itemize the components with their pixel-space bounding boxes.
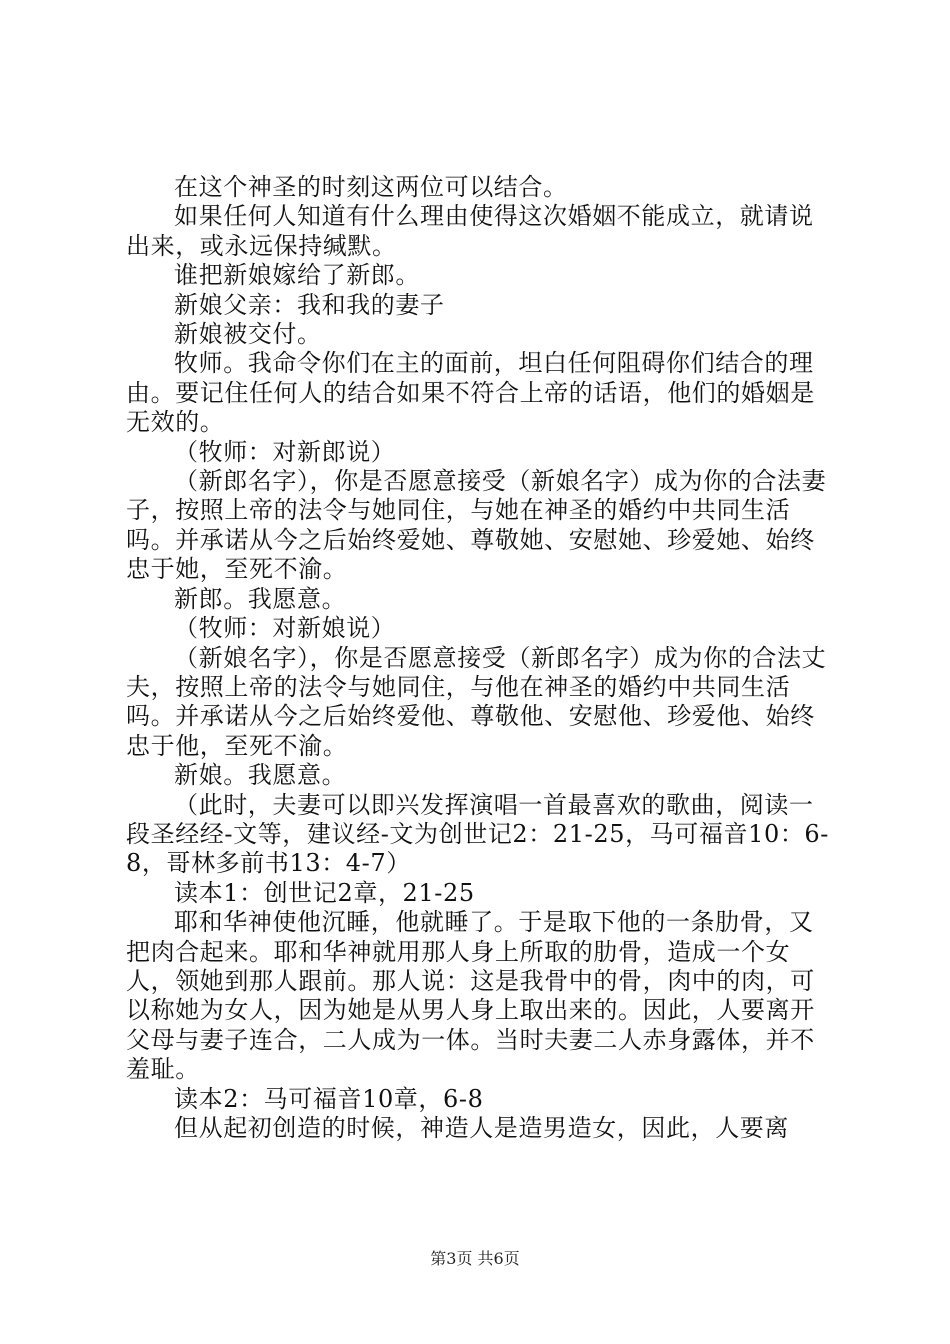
paragraph: 读本2：马可福音10章，6-8 — [174, 1084, 484, 1113]
paragraph: 新郎。我愿意。 — [174, 584, 347, 613]
paragraph: 新娘被交付。 — [174, 320, 322, 349]
paragraph: 在这个神圣的时刻这两位可以结合。 — [174, 173, 568, 201]
paragraph: （新娘名字），你是否愿意接受（新郎名字）成为你的合法丈夫，按照上帝的法令与她同住，与他在神圣的婚约中共同生活吗。并承诺从今之后始终爱他、尊敬他、安慰他、珍爱他、始终忠于他，至死不渝。 — [126, 643, 827, 760]
paragraph: 读本1：创世记2章，21-25 — [174, 878, 475, 907]
paragraph: 牧师。我命令你们在主的面前，坦白任何阻碍你们结合的理由。要记住任何人的结合如果不符合上帝的话语，他们的婚姻是无效的。 — [126, 349, 815, 437]
paragraph: （新郎名字），你是否愿意接受（新娘名字）成为你的合法妻子，按照上帝的法令与她同住，与她在神圣的婚约中共同生活吗。并承诺从今之后始终爱她、尊敬她、安慰她、珍爱她、始终忠于她，至死不渝。 — [126, 467, 827, 584]
paragraph: （牧师：对新郎说） — [174, 437, 396, 466]
page-footer: 第3页 共6页 — [430, 1249, 520, 1268]
paragraph: 谁把新娘嫁给了新郎。 — [174, 261, 420, 290]
paragraph: （牧师：对新娘说） — [174, 614, 396, 643]
paragraph: 新娘父亲：我和我的妻子 — [174, 290, 445, 319]
paragraph: （此时，夫妻可以即兴发挥演唱一首最喜欢的歌曲，阅读一段圣经经-文等，建议经-文为创世记2：21-25，马可福音10：6-8，哥林多前书13：4-7） — [126, 790, 829, 878]
paragraph: 但从起初创造的时候，神造人是造男造女，因此，人要离 — [174, 1114, 789, 1142]
paragraph: 如果任何人知道有什么理由使得这次婚姻不能成立，就请说出来，或永远保持缄默。 — [126, 202, 814, 260]
paragraph: 新娘。我愿意。 — [174, 761, 347, 790]
document-body — [126, 173, 838, 1143]
paragraph: 耶和华神使他沉睡，他就睡了。于是取下他的一条肋骨，又把肉合起来。耶和华神就用那人身上所取的肋骨，造成一个女人，领她到那人跟前。那人说：这是我骨中的骨，肉中的肉，可以称她为女人，因为她是从男人身上取出来的。因此，人要离开父母与妻子连合，二人成为一体。当时夫妻二人赤身露体，并不羞耻。 — [126, 908, 815, 1084]
